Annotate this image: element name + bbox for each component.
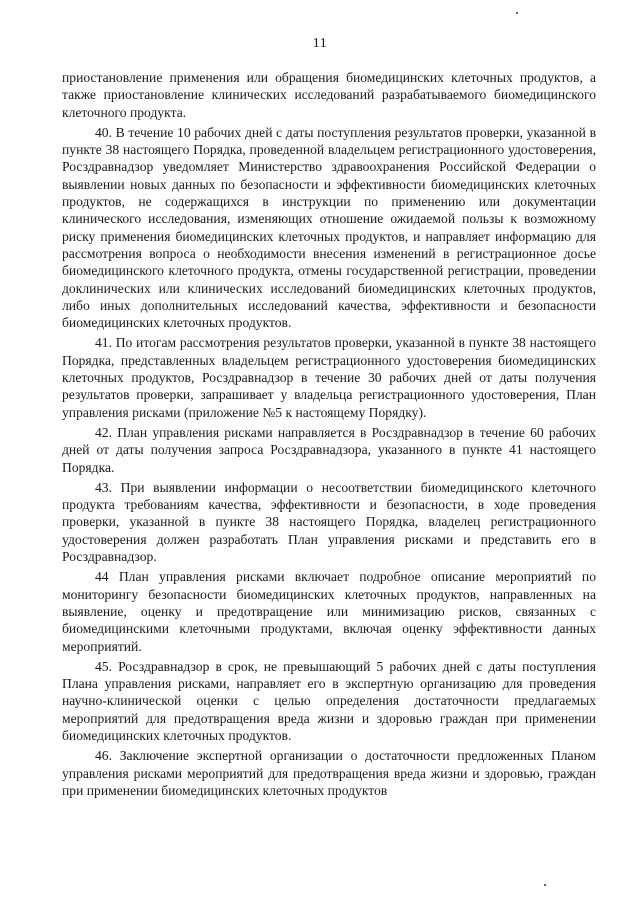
- scan-speck: [516, 12, 518, 14]
- scan-speck: [544, 884, 546, 886]
- paragraph-42: 42. План управления рисками направляется в Росздравнадзор в течение 60 рабочих дней от даты получения запроса Росздравнадзора, указанного в пункте 41 настоящего Порядка.: [62, 424, 596, 475]
- paragraph-46: 46. Заключение экспертной организации о достаточности предложенных Планом управления рисками мероприятий для предотвращения вреда жизни и здоровью, граждан при применении биомедицинских клеточных продуктов: [62, 748, 596, 798]
- paragraph-43: 43. При выявлении информации о несоответствии биомедицинского клеточного продукта требованиям качества, эффективности и безопасности, в ходе проведения проверки, указанной в пункте 38 настоящего Порядка, владелец регистрационного удостоверения должен разработать План управления рисками и представить его в Росздравнадзор.: [62, 479, 596, 565]
- paragraph-45: 45. Росздравнадзор в срок, не превышающий 5 рабочих дней с даты поступления Плана управления рисками, направляет его в экспертную организацию для проведения научно-клинической оценки с целью определения достаточности предлагаемых мероприятий для предотвращения вреда жизни и здоровью граждан при применении биомедицинских клеточных продуктов.: [62, 658, 596, 743]
- page-number: 11: [312, 36, 328, 51]
- document-body: [62, 69, 596, 799]
- paragraph-41: 41. По итогам рассмотрения результатов проверки, указанной в пункте 38 настоящего Порядка, представленных владельцем регистрационного удостоверения биомедицинских клеточных продуктов, Росздравнадзор в течение 30 рабочих дней от даты получения результатов проверки, запрашивает у владельца регистрационного удостоверения, План управления рисками (приложение №5 к настоящему Порядку).: [62, 335, 596, 420]
- paragraph-44: 44 План управления рисками включает подробное описание мероприятий по мониторингу безопасности биомедицинских клеточных продуктов, направленных на выявление, оценку и предотвращение или минимизацию рисков, связанных с биомедицинскими клеточными продуктами, включая оценку эффективности данных мероприятий.: [62, 569, 596, 654]
- paragraph-continuation: приостановление применения или обращения биомедицинских клеточных продуктов, а также приостановление клинических исследований разрабатываемого биомедицинского клеточного продукта.: [62, 70, 596, 120]
- paragraph-40: 40. В течение 10 рабочих дней с даты поступления результатов проверки, указанной в пункте 38 настоящего Порядка, проведенной владельцем регистрационного удостоверения, Росздравнадзор уведомляет Министерство здравоохранения Российской Федерации о выявлении новых данных по безопасности и эффективности биомедицинских клеточных продуктов, не содержащихся в инструкции по применению или документации клинического исследования, изменяющих отношение ожидаемой пользы к возможному риску применения биомедицинских клеточных продуктов, и направляет информацию для рассмотрения вопроса о необходимости внесения изменений в регистрационное досье биомедицинского клеточного продукта, отмены государственной регистрации, проведении доклинических или клинических исследований биомедицинских клеточных продуктов, либо иных дополнительных исследований качества, эффективности и безопасности биомедицинских клеточных продуктов.: [62, 124, 596, 331]
